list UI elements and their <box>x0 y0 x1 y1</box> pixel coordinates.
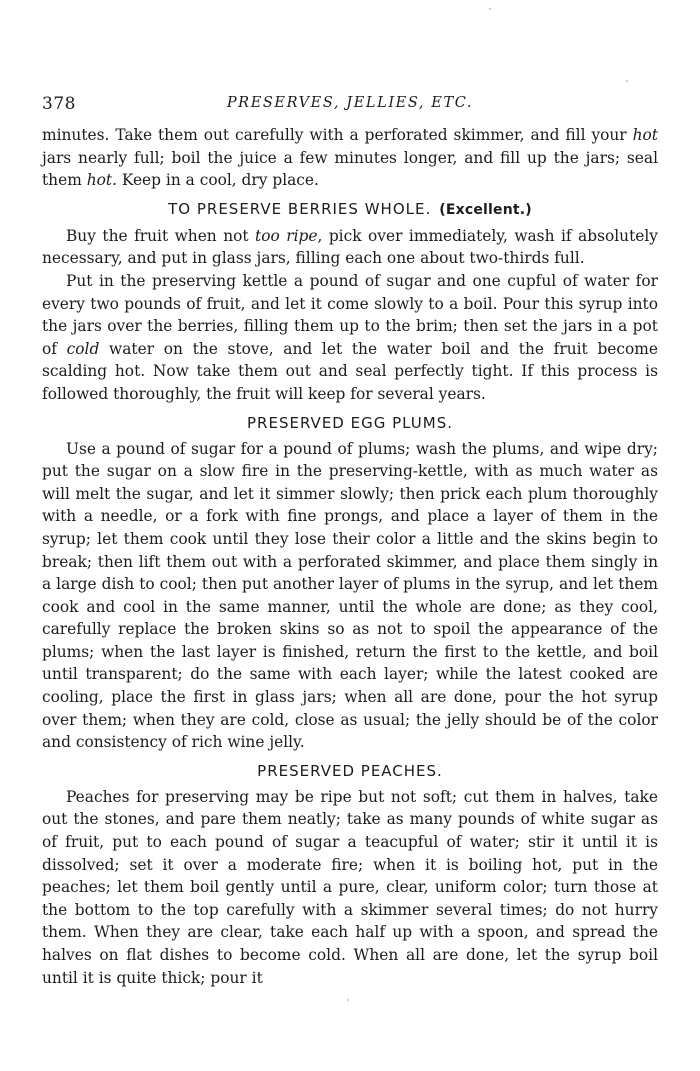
emphasis: hot. <box>86 171 117 190</box>
text-run: Put in the preserving kettle a pound of sugar and one cupful of water for every two pounds of fruit, and let it come slowly to a boil. Pour this syrup into the jars over the berries, filling them up to the brim; then set the jars in a pot of <box>42 271 658 358</box>
paragraph <box>42 270 658 406</box>
paper-speck <box>489 8 491 10</box>
emphasis: hot <box>632 126 658 144</box>
book-page <box>42 94 658 989</box>
text-run: minutes. Take them out carefully with a perforated skimmer, and fill your <box>42 126 633 144</box>
section-heading-berries <box>42 198 658 221</box>
heading-note: (Excellent.) <box>439 201 532 218</box>
paragraph: Peaches for preserving may be ripe but not soft; cut them in halves, take out the stones, and pare them neatly; take as many pounds of white sugar as of fruit, put to each pound of sugar a teacupful of water; stir it until it is dissolved; set it over a moderate fire; when it is boiling hot, put in the peaches; let them boil gently until a pure, clear, uniform color; turn those at the bottom to the top carefully with a skimmer several times; do not hurry them. When they are clear, take each half up with a spoon, and spread the halves on flat dishes to become cold. When all are done, let the syrup boil until it is quite thick; pour it <box>42 787 658 987</box>
text-run: , pick over immediately, wash if absolutely necessary, and put in glass jars, filling each one about two-thirds full. <box>42 226 658 268</box>
paragraph: Use a pound of sugar for a pound of plums; wash the plums, and wipe dry; put the sugar on a slow fire in the preserving-kettle, with as much water as will melt the sugar, and let it simmer slowly; then prick each plum thoroughly with a needle, or a fork with fine prongs, and place a layer of them in the syrup; let them cook until they lose their color a little and the skins begin to break; then lift them out with a perforated skimmer, and place them singly in a large dish to cool; then put another layer of plums in the syrup, and let them cook and cool in the same manner, until the whole are done; as they cool, carefully replace the broken skins so as not to spoil the appearance of the plums; when the last layer is finished, return the first to the kettle, and boil until transparent; do the same with each layer; while the latest cooked are cooling, place the first in glass jars; when all are done, pour the hot syrup over them; when they are cold, close as usual; the jelly should be of the color and consistency of rich wine jelly. <box>42 439 658 752</box>
running-head <box>42 94 658 118</box>
running-title: PRESERVES, JELLIES, ETC. <box>226 95 474 111</box>
section-heading-peaches: PRESERVED PEACHES. <box>257 761 443 780</box>
page-number: 378 <box>42 94 76 114</box>
heading-text: TO PRESERVE BERRIES WHOLE. <box>168 199 432 218</box>
paragraph <box>42 225 658 270</box>
paper-speck <box>626 80 628 82</box>
text-run: jars nearly full; boil the juice a few minutes longer, and fill up the jars; seal them <box>42 148 658 190</box>
paper-speck <box>347 999 349 1001</box>
emphasis: too ripe <box>255 226 318 245</box>
text-run: water on the stove, and let the water boil and the fruit become scalding hot. Now take them out and seal perfectly tight. If this process is followed thoroughly, the fruit will keep for several years. <box>42 339 658 403</box>
continuation-paragraph <box>42 124 658 192</box>
section-heading-egg-plums: PRESERVED EGG PLUMS. <box>247 413 453 432</box>
text-run: Buy the fruit when not <box>66 226 256 245</box>
text-run: Keep in a cool, dry place. <box>116 171 319 190</box>
emphasis: cold <box>66 339 100 358</box>
